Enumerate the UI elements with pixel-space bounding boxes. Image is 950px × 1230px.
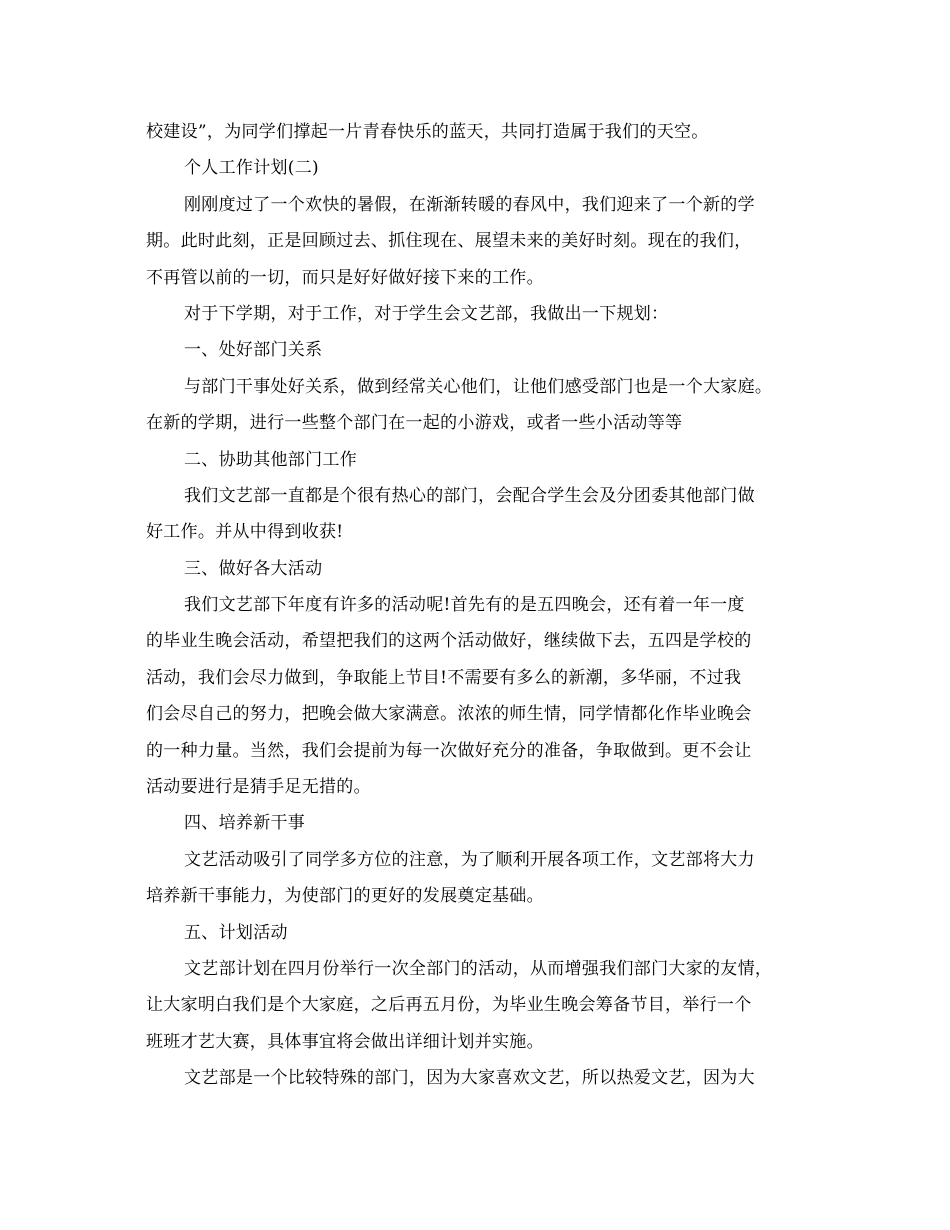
text-line: 刚刚度过了一个欢快的暑假，在渐渐转暖的春风中，我们迎来了一个新的学 [184,194,755,215]
text-line: 校建设”，为同学们撑起一片青春快乐的蓝天，共同打造属于我们的天空。 [146,122,709,142]
document-body [146,114,818,1097]
section-heading: 一、处好部门关系 [184,340,323,361]
text-line: 活动要进行是猜手足无措的。 [146,777,371,798]
section-heading: 五、计划活动 [184,922,288,943]
text-line: 的一种力量。当然，我们会提前为每一次做好充分的准备，争取做到。更不会让 [146,740,752,761]
text-line: 文艺活动吸引了同学多方位的注意，为了顺利开展各项工作，文艺部将大力 [184,849,755,870]
text-line: 培养新干事能力，为使部门的更好的发展奠定基础。 [146,886,544,907]
text-line: 我们文艺部下年度有许多的活动呢!首先有的是五四晚会，还有着一年一度 [184,595,745,616]
text-line: 与部门干事处好关系，做到经常关心他们，让他们感受部门也是一个大家庭。 [184,376,773,397]
section-heading: 二、协助其他部门工作 [184,449,357,470]
text-line: 文艺部是一个比较特殊的部门，因为大家喜欢文艺，所以热爱文艺，因为大 [184,1068,755,1089]
text-line: 我们文艺部一直都是个很有热心的部门，会配合学生会及分团委其他部门做 [184,485,755,506]
section-heading: 四、培养新干事 [184,813,306,834]
text-line: 期。此时此刻，正是回顾过去、抓住现在、展望未来的美好时刻。现在的我们， [146,231,752,252]
section-title: 个人工作计划(二) [184,158,319,179]
text-line: 不再管以前的一切，而只是好好做好接下来的工作。 [146,267,544,288]
text-line: 让大家明白我们是个大家庭，之后再五月份，为毕业生晚会筹备节目，举行一个 [146,995,752,1016]
text-line: 好工作。并从中得到收获! [146,522,344,543]
text-line: 们会尽自己的努力，把晚会做大家满意。浓浓的师生情，同学情都化作毕业晚会 [146,704,752,725]
text-line: 对于下学期，对于工作，对于学生会文艺部，我做出一下规划： [184,303,669,324]
text-line: 班班才艺大赛，具体事宜将会做出详细计划并实施。 [146,1031,544,1052]
text-line: 的毕业生晚会活动，希望把我们的这两个活动做好，继续做下去，五四是学校的 [146,631,752,652]
text-line: 活动，我们会尽力做到，争取能上节目!不需要有多么的新潮，多华丽，不过我 [146,667,742,688]
section-heading: 三、做好各大活动 [184,558,323,579]
text-line: 在新的学期，进行一些整个部门在一起的小游戏，或者一些小活动等等 [146,413,683,434]
text-line: 文艺部计划在四月份举行一次全部门的活动，从而增强我们部门大家的友情， [184,958,773,979]
